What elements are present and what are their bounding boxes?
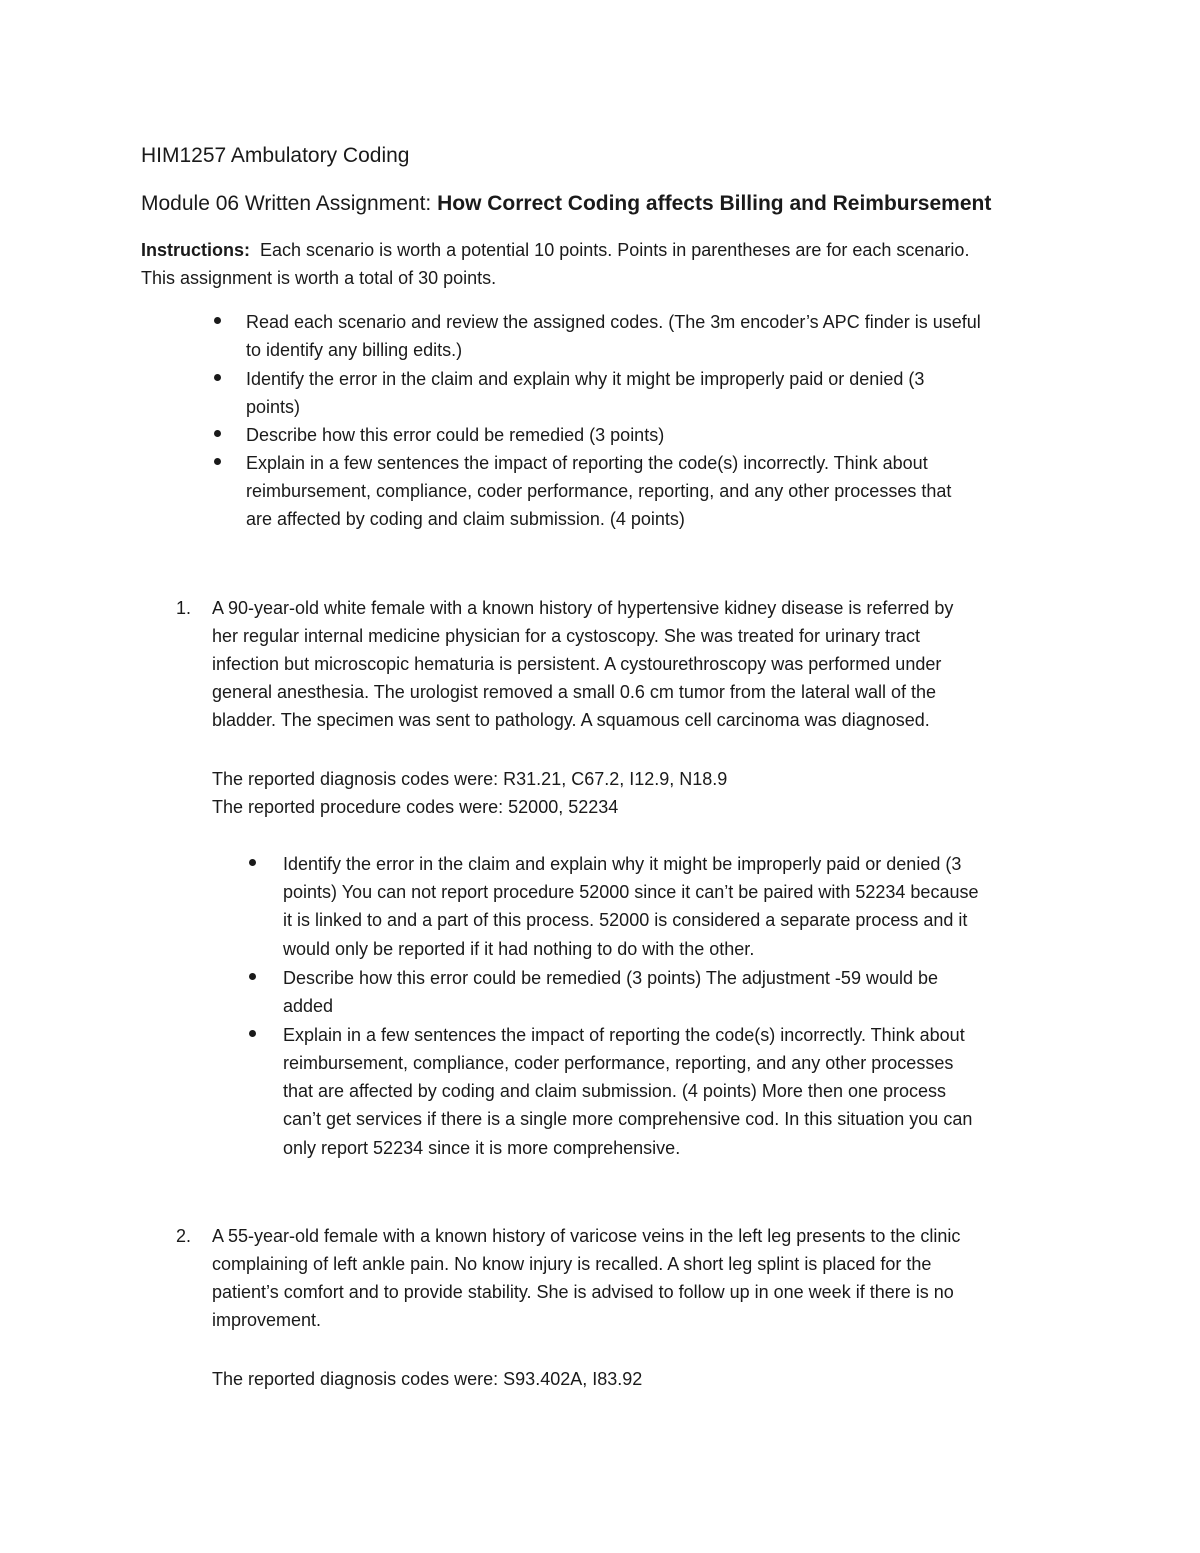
module-heading-bold: How Correct Coding affects Billing and Reimbursement xyxy=(437,192,992,215)
scenario-1-answer-3-line-3: that are affected by coding and claim submission. (4 points) More then one process xyxy=(283,1081,947,1101)
scenario-2-line-4: improvement. xyxy=(212,1310,322,1330)
instructions-line-1 xyxy=(141,236,969,264)
instruction-bullet-1-line-1: Read each scenario and review the assigned codes. (The 3m encoder’s APC finder is useful xyxy=(246,312,981,332)
bullet-icon xyxy=(214,374,221,381)
scenario-2-line-2: complaining of left ankle pain. No know injury is recalled. A short leg splint is placed for the xyxy=(212,1254,932,1274)
scenario-1-answer-2-line-2: added xyxy=(283,996,334,1016)
scenario-2-number: 2. xyxy=(176,1226,192,1246)
scenario-1-answer-3-line-1: Explain in a few sentences the impact of reporting the code(s) incorrectly. Think about xyxy=(283,1025,965,1045)
scenario-1-line-5: bladder. The specimen was sent to pathology. A squamous cell carcinoma was diagnosed. xyxy=(212,710,930,730)
scenario-1-answer-3-line-5: only report 52234 since it is more comprehensive. xyxy=(283,1138,681,1158)
scenario-1-answer-2-line-1: Describe how this error could be remedied (3 points) The adjustment -59 would be xyxy=(283,968,939,988)
bullet-icon xyxy=(214,317,221,324)
module-heading-prefix: Module 06 Written Assignment: xyxy=(141,192,438,215)
bullet-icon xyxy=(249,859,256,866)
scenario-2-diagnosis-codes: The reported diagnosis codes were: S93.402A, I83.92 xyxy=(212,1369,643,1389)
bullet-icon xyxy=(249,1030,256,1037)
scenario-2-line-1: A 55-year-old female with a known history of varicose veins in the left leg presents to the clinic xyxy=(212,1226,961,1246)
scenario-1-answer-3-line-2: reimbursement, compliance, coder performance, reporting, and any other processes xyxy=(283,1053,954,1073)
instructions-text: Each scenario is worth a potential 10 points. Points in parentheses are for each scenario. xyxy=(260,240,970,260)
instructions-label: Instructions: xyxy=(141,240,251,260)
scenario-2-line-3: patient’s comfort and to provide stability. She is advised to follow up in one week if there is no xyxy=(212,1282,954,1302)
scenario-1-line-1: A 90-year-old white female with a known history of hypertensive kidney disease is referred by xyxy=(212,598,954,618)
scenario-1-line-3: infection but microscopic hematuria is persistent. A cystourethroscopy was performed under xyxy=(212,654,942,674)
scenario-1-answer-1-line-4: would only be reported if it had nothing to do with the other. xyxy=(283,939,755,959)
scenario-1-line-2: her regular internal medicine physician for a cystoscopy. She was treated for urinary tract xyxy=(212,626,920,646)
scenario-1-diagnosis-codes: The reported diagnosis codes were: R31.21, C67.2, I12.9, N18.9 xyxy=(212,769,728,789)
instruction-bullet-2-line-2: points) xyxy=(246,397,301,417)
scenario-1-procedure-codes: The reported procedure codes were: 52000, 52234 xyxy=(212,797,619,817)
instruction-bullet-4-line-1: Explain in a few sentences the impact of reporting the code(s) incorrectly. Think about xyxy=(246,453,928,473)
instruction-bullet-3-line-1: Describe how this error could be remedied (3 points) xyxy=(246,425,665,445)
scenario-1-number: 1. xyxy=(176,598,192,618)
course-title: HIM1257 Ambulatory Coding xyxy=(141,144,410,167)
scenario-1-answer-3-line-4: can’t get services if there is a single more comprehensive cod. In this situation you can xyxy=(283,1109,973,1129)
scenario-1-line-4: general anesthesia. The urologist removed a small 0.6 cm tumor from the lateral wall of the xyxy=(212,682,937,702)
instruction-bullet-4-line-2: reimbursement, compliance, coder performance, reporting, and any other processes that xyxy=(246,481,952,501)
scenario-1-answer-1-line-1: Identify the error in the claim and explain why it might be improperly paid or denied (3 xyxy=(283,854,962,874)
instruction-bullet-1-line-2: to identify any billing edits.) xyxy=(246,340,463,360)
scenario-1-answer-1-line-2: points) You can not report procedure 52000 since it can’t be paired with 52234 because xyxy=(283,882,979,902)
instruction-bullet-2-line-1: Identify the error in the claim and explain why it might be improperly paid or denied (3 xyxy=(246,369,925,389)
instruction-bullet-4-line-3: are affected by coding and claim submission. (4 points) xyxy=(246,509,685,529)
bullet-icon xyxy=(214,458,221,465)
module-heading xyxy=(141,190,991,218)
bullet-icon xyxy=(249,973,256,980)
scenario-1-answer-1-line-3: it is linked to and a part of this process. 52000 is considered a separate process and it xyxy=(283,910,968,930)
instructions-line-2: This assignment is worth a total of 30 points. xyxy=(141,268,497,288)
bullet-icon xyxy=(214,430,221,437)
